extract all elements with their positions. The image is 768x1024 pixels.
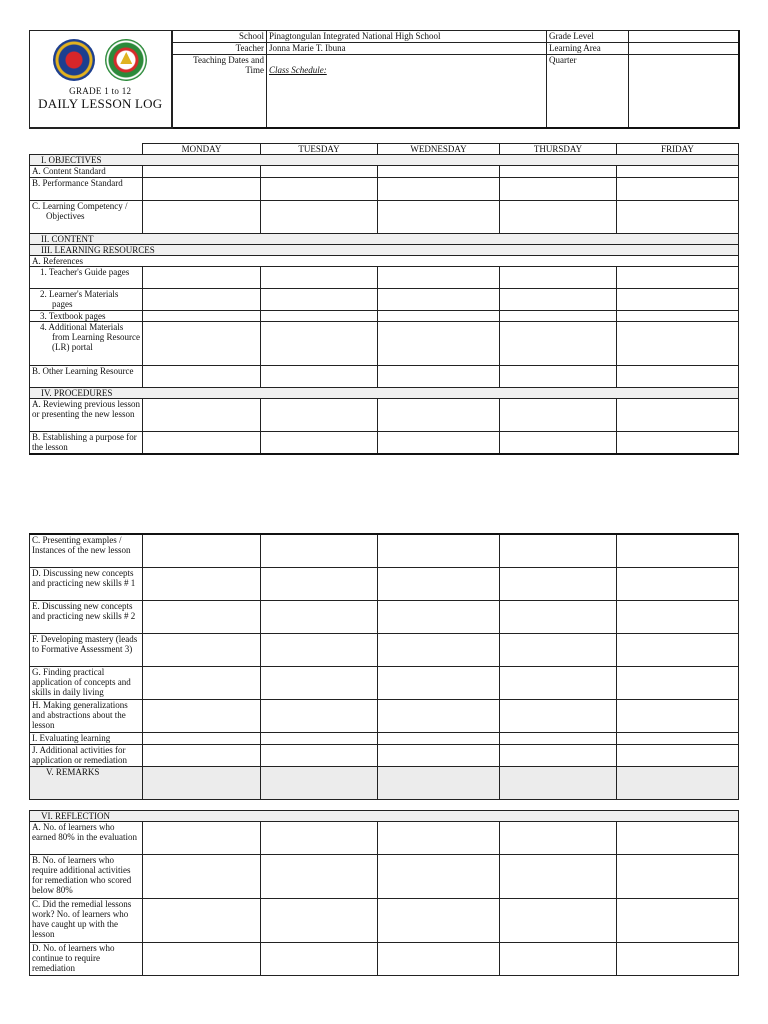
cell[interactable] <box>378 744 500 766</box>
cell[interactable] <box>500 267 617 289</box>
cell[interactable] <box>617 534 739 567</box>
cell[interactable] <box>378 534 500 567</box>
cell[interactable] <box>500 322 617 366</box>
cell[interactable] <box>617 267 739 289</box>
document-title: DAILY LESSON LOG <box>38 96 163 111</box>
grade-level-label: Grade Level <box>547 31 629 43</box>
cell[interactable] <box>261 854 378 898</box>
cell[interactable] <box>617 366 739 388</box>
cell[interactable] <box>500 732 617 744</box>
quarter-value[interactable] <box>629 55 739 129</box>
cell[interactable] <box>143 567 261 600</box>
deped-seal-logo <box>53 39 95 81</box>
cell[interactable] <box>617 289 739 311</box>
row-label-continue-remediation: D. No. of learners who continue to require remediation <box>30 942 143 975</box>
cell[interactable] <box>500 399 617 432</box>
cell[interactable] <box>378 633 500 666</box>
cell[interactable] <box>500 666 617 699</box>
cell[interactable] <box>143 311 261 322</box>
row-label-earned-80: A. No. of learners who earned 80% in the evaluation <box>30 821 143 854</box>
cell[interactable] <box>617 311 739 322</box>
row-label-discussing-skills-1: D. Discussing new concepts and practicing new skills # 1 <box>30 567 143 600</box>
cell[interactable] <box>378 432 500 454</box>
learning-area-value[interactable] <box>629 43 739 55</box>
cell[interactable] <box>261 898 378 942</box>
cell[interactable] <box>500 201 617 234</box>
cell[interactable] <box>378 898 500 942</box>
section-objectives: I. OBJECTIVES <box>30 155 739 166</box>
cell[interactable] <box>143 633 261 666</box>
cell[interactable] <box>143 534 261 567</box>
day-header-wednesday: WEDNESDAY <box>378 144 500 155</box>
cell[interactable] <box>617 178 739 201</box>
cell[interactable] <box>378 942 500 975</box>
cell[interactable] <box>261 942 378 975</box>
row-label-remedial-work: C. Did the remedial lessons work? No. of learners who have caught up with the lesson <box>30 898 143 942</box>
row-label-content-standard: A. Content Standard <box>30 166 143 178</box>
cell[interactable] <box>261 821 378 854</box>
row-label-discussing-skills-2: E. Discussing new concepts and practicing new skills # 2 <box>30 600 143 633</box>
row-label-references: A. References <box>30 256 739 267</box>
class-schedule-label: Class Schedule: <box>269 65 327 75</box>
teacher-value[interactable]: Jonna Marie T. Ibuna <box>267 43 547 55</box>
row-label-learning-competency: C. Learning Competency / Objectives <box>30 201 143 234</box>
grade-level-value[interactable] <box>629 31 739 43</box>
cell[interactable] <box>143 399 261 432</box>
cell[interactable] <box>617 821 739 854</box>
cell[interactable] <box>500 366 617 388</box>
cell[interactable] <box>500 600 617 633</box>
cell[interactable] <box>143 178 261 201</box>
day-header-blank <box>30 144 143 155</box>
cell[interactable] <box>378 267 500 289</box>
remarks-cell[interactable] <box>500 766 617 799</box>
cell[interactable] <box>500 567 617 600</box>
cell[interactable] <box>143 699 261 732</box>
learning-area-label: Learning Area <box>547 43 629 55</box>
cell[interactable] <box>378 166 500 178</box>
cell[interactable] <box>261 267 378 289</box>
cell[interactable] <box>500 854 617 898</box>
cell[interactable] <box>617 854 739 898</box>
cell[interactable] <box>261 699 378 732</box>
cell[interactable] <box>378 178 500 201</box>
cell[interactable] <box>261 567 378 600</box>
cell[interactable] <box>617 732 739 744</box>
cell[interactable] <box>143 898 261 942</box>
cell[interactable] <box>261 633 378 666</box>
cell[interactable] <box>261 366 378 388</box>
cell[interactable] <box>500 311 617 322</box>
cell[interactable] <box>143 289 261 311</box>
row-label-textbook: 3. Textbook pages <box>30 311 143 322</box>
cell[interactable] <box>143 322 261 366</box>
section-reflection: VI. REFLECTION <box>30 810 739 821</box>
cell[interactable] <box>261 600 378 633</box>
cell[interactable] <box>143 821 261 854</box>
cell[interactable] <box>143 732 261 744</box>
day-header-tuesday: TUESDAY <box>261 144 378 155</box>
cell[interactable] <box>143 854 261 898</box>
cell[interactable] <box>378 311 500 322</box>
cell[interactable] <box>378 854 500 898</box>
remarks-cell[interactable] <box>378 766 500 799</box>
cell[interactable] <box>378 666 500 699</box>
lesson-grid-page1 <box>29 143 739 455</box>
cell[interactable] <box>261 201 378 234</box>
dates-value[interactable] <box>267 55 547 129</box>
day-header-monday: MONDAY <box>143 144 261 155</box>
row-label-evaluating-learning: I. Evaluating learning <box>30 732 143 744</box>
cell[interactable] <box>500 166 617 178</box>
school-value[interactable]: Pinagtongulan Integrated National High School <box>267 31 547 43</box>
cell[interactable] <box>378 201 500 234</box>
remarks-cell[interactable] <box>261 766 378 799</box>
section-learning-resources: III. LEARNING RESOURCES <box>30 245 739 256</box>
grade-range: GRADE 1 to 12 <box>69 86 132 96</box>
row-label-require-remediation: B. No. of learners who require additional activities for remediation who scored below 80% <box>30 854 143 898</box>
lesson-grid-page2 <box>29 533 739 976</box>
logos <box>30 39 171 81</box>
row-label-developing-mastery: F. Developing mastery (leads to Formative Assessment 3) <box>30 633 143 666</box>
cell[interactable] <box>261 732 378 744</box>
cell[interactable] <box>500 821 617 854</box>
cell[interactable] <box>378 821 500 854</box>
cell[interactable] <box>617 699 739 732</box>
row-label-reviewing-lesson: A. Reviewing previous lesson or presenting the new lesson <box>30 399 143 432</box>
cell[interactable] <box>500 898 617 942</box>
quarter-label: Quarter <box>547 55 629 129</box>
cell[interactable] <box>617 666 739 699</box>
cell[interactable] <box>617 322 739 366</box>
cell[interactable] <box>500 432 617 454</box>
logo-title-cell <box>30 31 172 129</box>
cell[interactable] <box>143 600 261 633</box>
cell[interactable] <box>143 166 261 178</box>
row-label-presenting-examples: C. Presenting examples / Instances of the new lesson <box>30 534 143 567</box>
cell[interactable] <box>143 366 261 388</box>
cell[interactable] <box>500 178 617 201</box>
cell[interactable] <box>261 399 378 432</box>
row-label-practical-application: G. Finding practical application of concepts and skills in daily living <box>30 666 143 699</box>
cell[interactable] <box>261 432 378 454</box>
cell[interactable] <box>617 567 739 600</box>
cell[interactable] <box>500 633 617 666</box>
cell[interactable] <box>143 942 261 975</box>
school-label: School <box>172 31 267 43</box>
cell[interactable] <box>261 322 378 366</box>
dates-label: Teaching Dates and Time <box>172 55 267 129</box>
cell[interactable] <box>143 666 261 699</box>
row-label-additional-activities: J. Additional activities for application or remediation <box>30 744 143 766</box>
teacher-label: Teacher <box>172 43 267 55</box>
section-procedures: IV. PROCEDURES <box>30 388 739 399</box>
cell[interactable] <box>500 534 617 567</box>
row-label-establishing-purpose: B. Establishing a purpose for the lesson <box>30 432 143 454</box>
row-label-additional-materials: 4. Additional Materials from Learning Resource (LR) portal <box>30 322 143 366</box>
row-label-learners-materials: 2. Learner's Materials pages <box>30 289 143 311</box>
row-label-performance-standard: B. Performance Standard <box>30 178 143 201</box>
remarks-cell[interactable] <box>143 766 261 799</box>
cell[interactable] <box>261 311 378 322</box>
cell[interactable] <box>617 432 739 454</box>
row-label-generalizations: H. Making generalizations and abstractions about the lesson <box>30 699 143 732</box>
cell[interactable] <box>261 178 378 201</box>
cell[interactable] <box>143 201 261 234</box>
cell[interactable] <box>378 732 500 744</box>
cell[interactable] <box>500 699 617 732</box>
cell[interactable] <box>261 166 378 178</box>
row-label-other-resource: B. Other Learning Resource <box>30 366 143 388</box>
section-remarks: V. REMARKS <box>30 766 143 799</box>
cell[interactable] <box>143 432 261 454</box>
cell[interactable] <box>617 633 739 666</box>
cell[interactable] <box>378 699 500 732</box>
cell[interactable] <box>378 322 500 366</box>
cell[interactable] <box>378 289 500 311</box>
cell[interactable] <box>378 399 500 432</box>
cell[interactable] <box>617 399 739 432</box>
cell[interactable] <box>143 744 261 766</box>
cell[interactable] <box>261 534 378 567</box>
cell[interactable] <box>143 267 261 289</box>
cell[interactable] <box>378 567 500 600</box>
day-header-friday: FRIDAY <box>617 144 739 155</box>
cell[interactable] <box>617 201 739 234</box>
cell[interactable] <box>617 942 739 975</box>
cell[interactable] <box>261 666 378 699</box>
cell[interactable] <box>617 898 739 942</box>
section-content: II. CONTENT <box>30 234 739 245</box>
cell[interactable] <box>261 744 378 766</box>
row-label-teachers-guide: 1. Teacher's Guide pages <box>30 267 143 289</box>
cell[interactable] <box>617 744 739 766</box>
cell[interactable] <box>378 366 500 388</box>
school-seal-logo <box>105 39 147 81</box>
day-header-thursday: THURSDAY <box>500 144 617 155</box>
remarks-cell[interactable] <box>617 766 739 799</box>
cell[interactable] <box>617 600 739 633</box>
header-table <box>29 30 740 129</box>
cell[interactable] <box>500 289 617 311</box>
cell[interactable] <box>261 289 378 311</box>
cell[interactable] <box>617 166 739 178</box>
cell[interactable] <box>500 942 617 975</box>
cell[interactable] <box>500 744 617 766</box>
cell[interactable] <box>378 600 500 633</box>
spacer-row <box>30 799 739 810</box>
